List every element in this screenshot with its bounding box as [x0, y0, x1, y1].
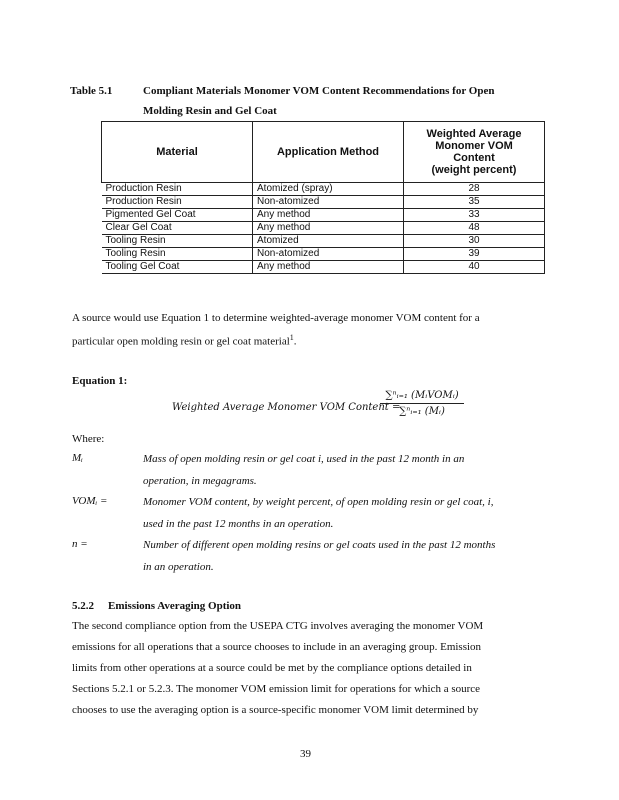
row-material: Tooling Resin	[102, 235, 253, 248]
row-method: Any method	[253, 209, 404, 222]
table-row	[102, 235, 545, 248]
row-value: 28	[404, 183, 545, 196]
row-method: Atomized	[253, 235, 404, 248]
row-method: Non-atomized	[253, 248, 404, 261]
footnote-ref: 1	[289, 333, 294, 342]
table-row	[102, 248, 545, 261]
intro-line2-text: particular open molding resin or gel coat material	[72, 335, 290, 348]
def-line: operation, in megagrams.	[143, 475, 257, 487]
row-material: Tooling Gel Coat	[102, 261, 253, 274]
row-method: Any method	[253, 261, 404, 274]
header-material: Material	[102, 122, 253, 183]
header-content-line2: Monomer VOM	[435, 140, 513, 152]
page-number: 39	[300, 748, 311, 760]
section-title: Emissions Averaging Option	[108, 600, 242, 612]
header-application-method: Application Method	[253, 122, 404, 183]
def-line: Number of different open molding resins or gel coats used in the past 12 months	[143, 539, 496, 551]
def-line: used in the past 12 months in an operation.	[143, 518, 334, 530]
row-method: Non-atomized	[253, 196, 404, 209]
row-material: Production Resin	[102, 196, 253, 209]
fraction-bar	[380, 403, 464, 404]
table-label: Table 5.1	[70, 85, 113, 97]
table-row	[102, 183, 545, 196]
row-material: Pigmented Gel Coat	[102, 209, 253, 222]
table-row	[102, 196, 545, 209]
row-value: 40	[404, 261, 545, 274]
compliant-materials-table	[101, 121, 545, 274]
row-value: 39	[404, 248, 545, 261]
row-value: 35	[404, 196, 545, 209]
section-number: 5.2.2	[72, 600, 94, 612]
intro-line1: A source would use Equation 1 to determine weighted-average monomer VOM content for a	[72, 312, 480, 324]
intro-line2	[72, 333, 297, 348]
def-term-vomi: VOMᵢ =	[72, 495, 108, 507]
table-header-row	[102, 122, 545, 183]
equation-numerator: ∑ⁿᵢ₌₁ (MᵢVOMᵢ)	[385, 390, 459, 401]
header-content-line4: (weight percent)	[431, 164, 517, 176]
row-value: 48	[404, 222, 545, 235]
def-line: in an operation.	[143, 561, 214, 573]
row-method: Any method	[253, 222, 404, 235]
paragraph-line: chooses to use the averaging option is a source-specific monomer VOM limit determined by	[72, 704, 479, 716]
def-body-mi	[143, 448, 464, 492]
where-label: Where:	[72, 433, 105, 445]
paragraph-line: The second compliance option from the USEPA CTG involves averaging the monomer VOM	[72, 620, 484, 632]
def-body-n	[143, 534, 495, 578]
def-term-mi: Mᵢ	[72, 452, 83, 464]
table-title-line1: Compliant Materials Monomer VOM Content Recommendations for Open	[143, 85, 495, 97]
paragraph-line: limits from other operations at a source could be met by the compliance options detailed in	[72, 662, 472, 674]
equation-fraction	[380, 390, 464, 417]
table-row	[102, 209, 545, 222]
paragraph-line: Sections 5.2.1 or 5.2.3. The monomer VOM emission limit for operations for which a source	[72, 683, 481, 695]
paragraph-line: emissions for all operations that a source chooses to include in an averaging group. Emission	[72, 641, 482, 653]
row-value: 30	[404, 235, 545, 248]
intro-line2-end: .	[293, 335, 297, 348]
row-material: Clear Gel Coat	[102, 222, 253, 235]
def-line: Mass of open molding resin or gel coat i, used in the past 12 month in an	[143, 453, 465, 465]
row-material: Tooling Resin	[102, 248, 253, 261]
header-content-line3: Content	[453, 152, 495, 164]
def-line: Monomer VOM content, by weight percent, of open molding resin or gel coat, i,	[143, 496, 494, 508]
section-paragraph	[72, 616, 552, 721]
equation-denominator: ∑ⁿᵢ₌₁ (Mᵢ)	[399, 406, 445, 417]
row-value: 33	[404, 209, 545, 222]
equation-label: Equation 1:	[72, 375, 128, 387]
table-row	[102, 261, 545, 274]
row-material: Production Resin	[102, 183, 253, 196]
table-title-line2: Molding Resin and Gel Coat	[143, 105, 277, 117]
def-body-vomi	[143, 491, 494, 535]
def-term-n: n =	[72, 538, 88, 550]
table-row	[102, 222, 545, 235]
header-content-line1: Weighted Average	[426, 128, 522, 140]
row-method: Atomized (spray)	[253, 183, 404, 196]
equation-lhs: Weighted Average Monomer VOM Content =	[172, 402, 401, 413]
header-vom-content	[404, 122, 545, 183]
